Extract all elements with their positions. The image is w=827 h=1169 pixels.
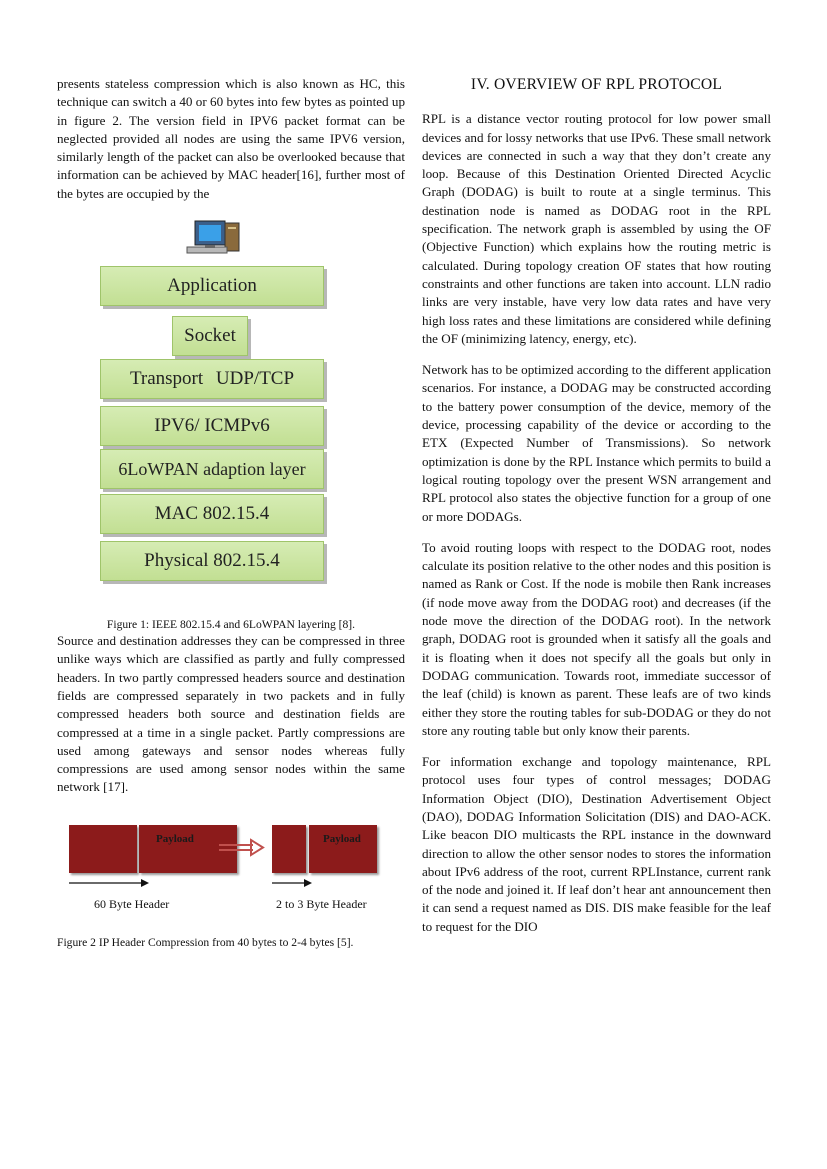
header-arrow-right-icon: [272, 878, 312, 888]
layer-mac: MAC 802.15.4: [100, 494, 324, 534]
packet-header-large: [69, 825, 137, 873]
layer-application: Application: [100, 266, 324, 306]
paragraph-network-optimization: Network has to be optimized according to the different application scenarios. For instance, a DODAG may be constructed according to the battery power consumption of the device, memory of the device, processing capability of the device or according to the ETX (Expected Number of Transmissions). So network optimization is done by the RPL Instance which permits to build a logical routing topology over the present WSN arrangement and RPL protocol also states the objective function for a group of one or more DODAGs.: [422, 362, 771, 524]
payload-label-left: Payload: [156, 832, 194, 845]
header-arrow-left-icon: [69, 878, 149, 888]
intro-paragraph: presents stateless compression which is also known as HC, this technique can switch a 40 or 60 bytes into few bytes as pointed up in figure 2. The version field in IPV6 packet format can be neglected provided all nodes are using the same IPV6 version, similarly length of the packet can also be overlooked because that information can be achieved by MAC header[16], further most of the bytes are occupied by the: [57, 76, 405, 201]
packet-header-small: [272, 825, 306, 873]
figure-2-caption: Figure 2 IP Header Compression from 40 bytes to 2-4 bytes [5].: [57, 935, 354, 949]
layer-ipv6: IPV6/ ICMPv6: [100, 406, 324, 446]
figure-2-header-compression: [57, 815, 405, 919]
payload-label-right: Payload: [323, 832, 361, 845]
paragraph-control-messages: For information exchange and topology maintenance, RPL protocol uses four types of control messages; DODAG Information Object (DIO), Destination Advertisement Object (DAO), DODAG Information Solicitation (DIS) and DAO-ACK. Like beacon DIO multicasts the RPL instance in the downward direction to allow the other sensor nodes to stores the information about IPv6 address of the root, current RPLInstance, current rank of the node and joined it. If leaf don’t hear ant announcement then it can send a request named as DIS. DIS make feasible for the leaf to request for the DIO: [422, 754, 771, 934]
layer-transport: Transport UDP/TCP: [100, 359, 324, 399]
left-column: [57, 75, 405, 950]
compression-paragraph: Source and destination addresses they can be compressed in three unlike ways which are classified as partly and fully compressed headers. In two partly compressed headers source and destination fields are compressed separately in two packets and in fully compressed headers both source and destination fields are compressed at a time in a single packet. Partly compressions are used among gateways and sensor nodes whereas fully compressions are used among sensor nodes within the same network [17].: [57, 633, 405, 795]
computer-icon: [181, 217, 247, 257]
section-heading: IV. OVERVIEW OF RPL PROTOCOL: [470, 76, 723, 93]
layer-socket: Socket: [172, 316, 248, 356]
header-label-60-byte: 60 Byte Header: [94, 896, 170, 911]
paragraph-routing-loops: To avoid routing loops with respect to the DODAG root, nodes calculate its position relative to the other nodes and this position is named as Rank or Cost. If the node is mobile then Rank increases (if node move away from the DODAG root) and decreases (if the node move the direction of the DODAG root). In the network graph, DODAG root is grounded when it satisfy all the goals and it is floating when it does not specify all the goals but only in DODAG communication. Towards root, immediate successor of the leaf (child) is known as parent. These leafs are of two kinds either they store the routing tables for sub-DODAG or they do not store any routing table but only know their parents.: [422, 539, 771, 738]
layer-physical: Physical 802.15.4: [100, 541, 324, 581]
header-label-2-to-3-byte: 2 to 3 Byte Header: [276, 896, 367, 911]
figure-1-stack-diagram: [57, 217, 405, 617]
right-arrow-icon: [217, 838, 265, 858]
right-column: [422, 75, 771, 936]
paragraph-rpl-intro: RPL is a distance vector routing protocol for low power small devices and for lossy networks that use IPv6. These small network devices are connected in such a way that they don’t create any loop. Because of this Destination Oriented Directed Acyclic Graph (DODAG) is built to route at a single terminus. This destination node is named as DODAG root in the RPL specification. The network graph is assembled by using the OF (Objective Function) which explains how the routing metric is calculated. During topology creation OF states that how routing constraints and other functions are taken into account. LLN radio links are very instable, have very low data rates and have very high loss rates and these limitations are considered while defining the OF (minimizing latency, energy, etc).: [422, 111, 771, 346]
layer-6lowpan: 6LoWPAN adaption layer: [100, 449, 324, 489]
figure-1-caption: Figure 1: IEEE 802.15.4 and 6LoWPAN layering [8].: [106, 618, 356, 632]
